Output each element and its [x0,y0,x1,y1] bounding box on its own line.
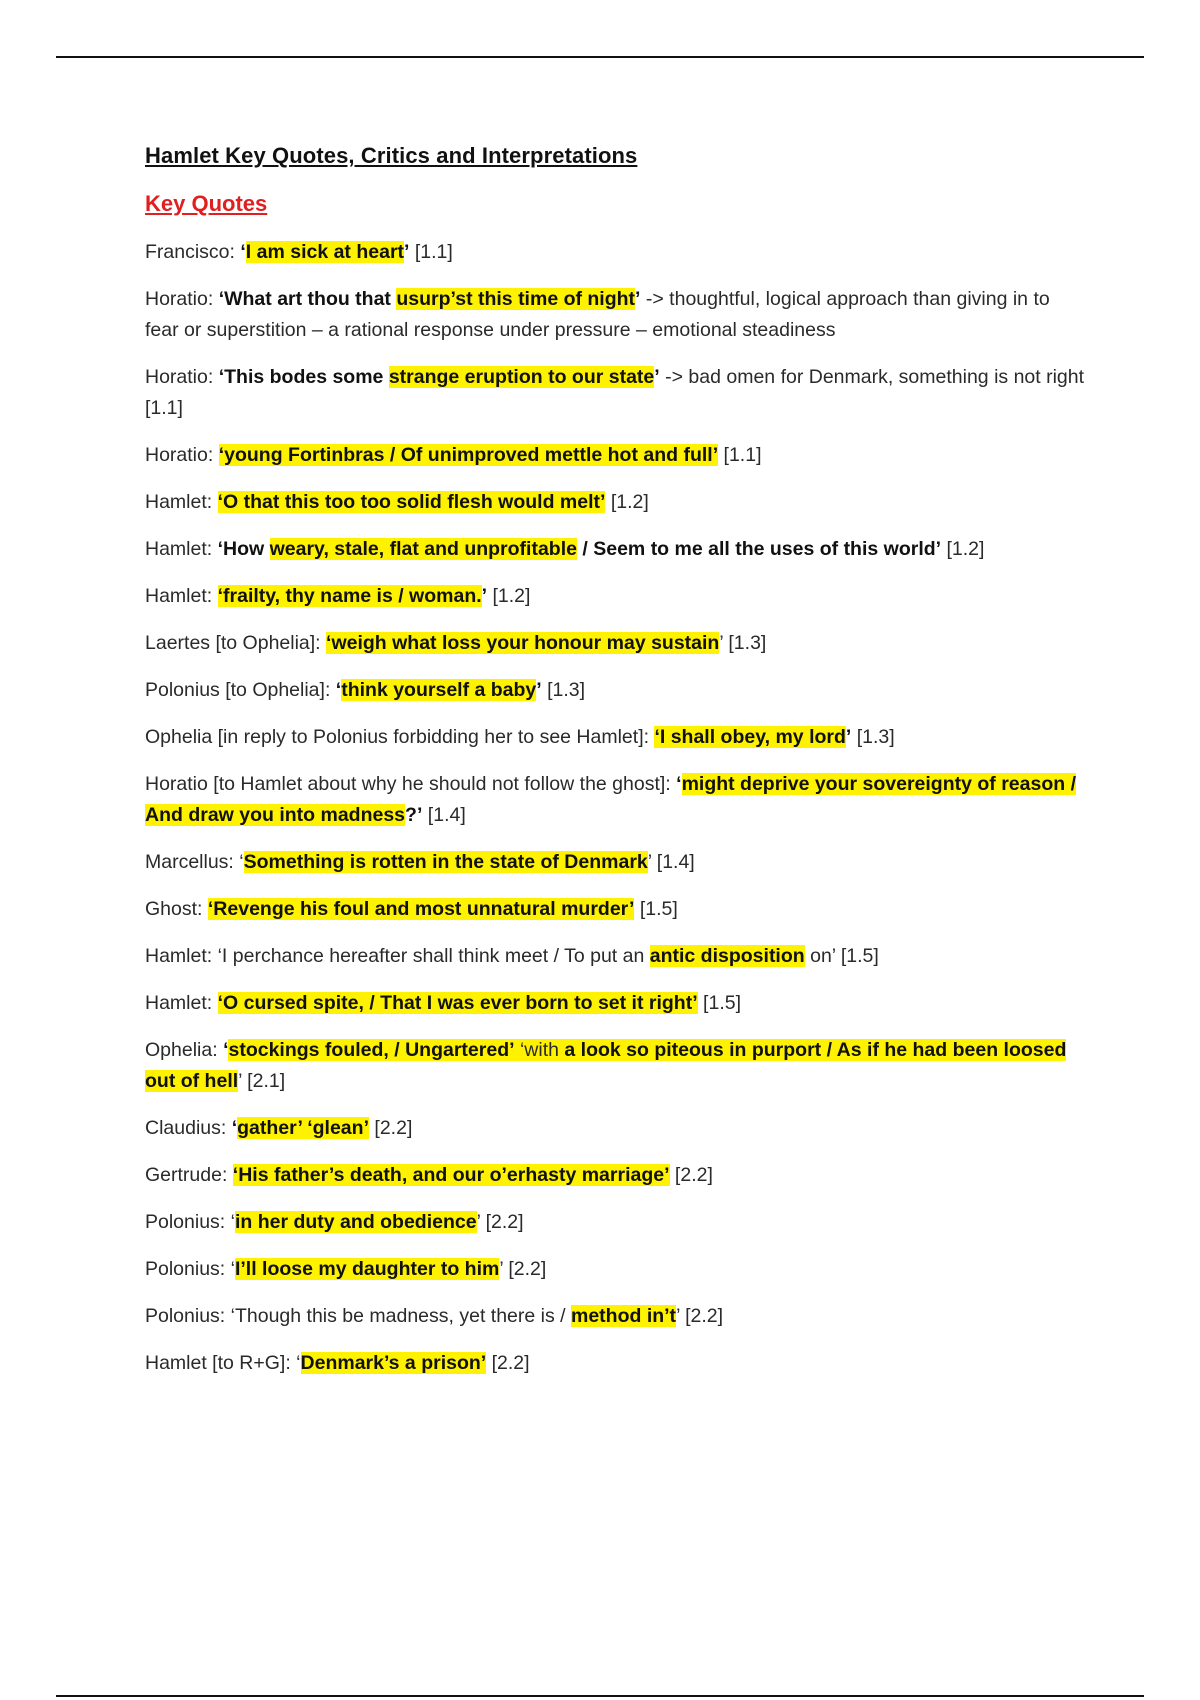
quote-text: Ophelia: [145,1039,224,1061]
quote-text: ’ [404,241,410,263]
quote-text: -> thoughtful, logical approach than giving in to fear or superstition – a rational response under pressure – emotional steadiness [145,288,1050,341]
quote-text: Horatio: [145,444,219,466]
quote-line [145,440,1085,471]
bottom-rule [56,1695,1144,1697]
quote-text: ‘This bodes some [218,366,389,388]
quote-line [145,362,1085,424]
highlighted-quote-text: weary, stale, flat and unprofitable [269,538,577,560]
quote-text: [1.2] [941,538,985,560]
quote-text: Horatio: [145,288,219,310]
section-heading-key-quotes: Key Quotes [145,191,268,216]
quote-text: ’ [481,585,488,607]
quote-text: Laertes [to Ophelia]: [145,632,327,654]
quote-text: [1.2] [605,491,649,513]
quote-text: ‘ [223,1039,229,1061]
quote-list [145,237,1085,1379]
quote-text: Hamlet: [145,491,218,513]
quote-text: -> bad omen for Denmark, something is not right [1.1] [145,366,1085,419]
quote-text: Marcellus: ‘ [145,851,244,873]
quote-text: Horatio: [145,366,219,388]
highlighted-quote-text: strange eruption to our state [388,366,655,388]
quote-line [145,1301,1085,1332]
quote-line [145,487,1085,518]
quote-text: [1.5] [697,992,742,1014]
quote-text: Ghost: [145,898,208,920]
quote-line [145,722,1085,753]
quote-line [145,1348,1085,1379]
highlighted-quote-text: a look so piteous in purport / As if he had been loosed out of hell [145,1039,1067,1092]
quote-text: ?’ [405,804,423,826]
quote-line [145,988,1085,1019]
quote-text: ’ [2.2] [476,1211,524,1233]
quote-text: ’ [2.2] [676,1305,724,1327]
quote-text: Polonius: ‘Though this be madness, yet there is / [145,1305,571,1327]
quote-text: ’ [1.3] [719,632,767,654]
highlighted-quote-text: ‘His father’s death, and our o’erhasty marriage’ [232,1164,670,1186]
quote-text: [1.1] [718,444,762,466]
quote-text: Polonius [to Ophelia]: [145,679,336,701]
quote-text: Horatio [to Hamlet about why he should not follow the ghost]: [145,773,677,795]
quote-text: ‘ [240,241,246,263]
quote-line [145,847,1085,878]
quote-text: [1.4] [422,804,466,826]
quote-text: ’ [654,366,660,388]
quote-text: / Seem to me all the uses of this world’ [576,538,942,560]
quote-text: [1.3] [851,726,895,748]
quote-text: [2.2] [669,1164,713,1186]
quote-text: ’ [2.1] [238,1070,286,1092]
quote-text: [1.3] [541,679,586,701]
quote-text: ‘What art thou that [218,288,397,310]
quote-text: Hamlet: [145,585,218,607]
highlighted-quote-text: might deprive your sovereignty of reason / And draw you into madness [145,773,1076,826]
quote-line [145,581,1085,612]
quote-text: Claudius: [145,1117,232,1139]
quote-text: Polonius: ‘ [145,1211,235,1233]
quote-line [145,1113,1085,1144]
quote-text: ’ [2.2] [499,1258,547,1280]
highlighted-quote-text: antic disposition [649,945,805,967]
quote-text: on’ [1.5] [804,945,879,967]
highlighted-quote-text: I am sick at heart [245,241,405,263]
document-body [145,143,1085,1395]
quote-text: Francisco: [145,241,241,263]
quote-line [145,628,1085,659]
highlighted-quote-text: Denmark’s a prison’ [300,1352,487,1374]
quote-line [145,237,1085,268]
highlighted-quote-text: ‘frailty, thy name is / woman. [217,585,482,607]
quote-text: Ophelia [in reply to Polonius forbidding her to see Hamlet]: [145,726,655,748]
highlighted-quote-text: in her duty and obedience [234,1211,477,1233]
quote-line [145,675,1085,706]
quote-text: Hamlet: [145,538,218,560]
highlighted-quote-text: Something is rotten in the state of Denmark [243,851,648,873]
quote-line [145,941,1085,972]
quote-text: ’ [1.4] [647,851,695,873]
quote-text: [2.2] [486,1352,530,1374]
highlighted-quote-text: ‘weigh what loss your honour may sustain [326,632,720,654]
quote-text: Gertrude: [145,1164,233,1186]
quote-line [145,534,1085,565]
highlighted-quote-text: ‘O that this too too solid flesh would melt’ [217,491,606,513]
quote-text: ’ [845,726,852,748]
quote-text: [1.2] [487,585,531,607]
quote-text: ’ [635,288,641,310]
quote-line [145,1035,1085,1097]
quote-line [145,1254,1085,1285]
quote-text: [1.5] [634,898,678,920]
quote-text: Hamlet: [145,992,218,1014]
highlighted-quote-text: ‘I shall obey, my lord [654,726,846,748]
highlighted-quote-text: gather’ ‘glean’ [237,1117,369,1139]
highlighted-quote-text: ‘O cursed spite, / That I was ever born to set it right’ [217,992,698,1014]
quote-text: ‘ [335,679,342,701]
highlighted-quote-text: method in’t [570,1305,677,1327]
quote-line [145,769,1085,831]
quote-line [145,1160,1085,1191]
quote-text: Hamlet: ‘I perchance hereafter shall think meet / To put an [145,945,650,967]
document-title: Hamlet Key Quotes, Critics and Interpretations [145,143,638,168]
quote-text: Hamlet [to R+G]: ‘ [145,1352,301,1374]
quote-line [145,1207,1085,1238]
highlighted-quote-text: ‘Revenge his foul and most unnatural murder’ [207,898,635,920]
quote-text: ‘ [231,1117,238,1139]
quote-line [145,284,1085,346]
highlighted-quote-text: usurp’st this time of night [396,288,636,310]
quote-text: [1.1] [409,241,453,263]
highlighted-quote-text: I’ll loose my daughter to him [234,1258,500,1280]
quote-text: ‘How [217,538,270,560]
highlighted-quote-text: stockings fouled, / Ungartered’ [228,1039,515,1061]
quote-text: [2.2] [369,1117,413,1139]
quote-text: Polonius: ‘ [145,1258,235,1280]
quote-text: ’ [536,679,542,701]
highlighted-quote-text: think yourself a baby [341,679,537,701]
quote-text: ‘ [676,773,682,795]
highlighted-quote-text: ‘with [514,1039,565,1061]
quote-line [145,894,1085,925]
top-rule [56,56,1144,58]
highlighted-quote-text: ‘young Fortinbras / Of unimproved mettle hot and full’ [218,444,719,466]
